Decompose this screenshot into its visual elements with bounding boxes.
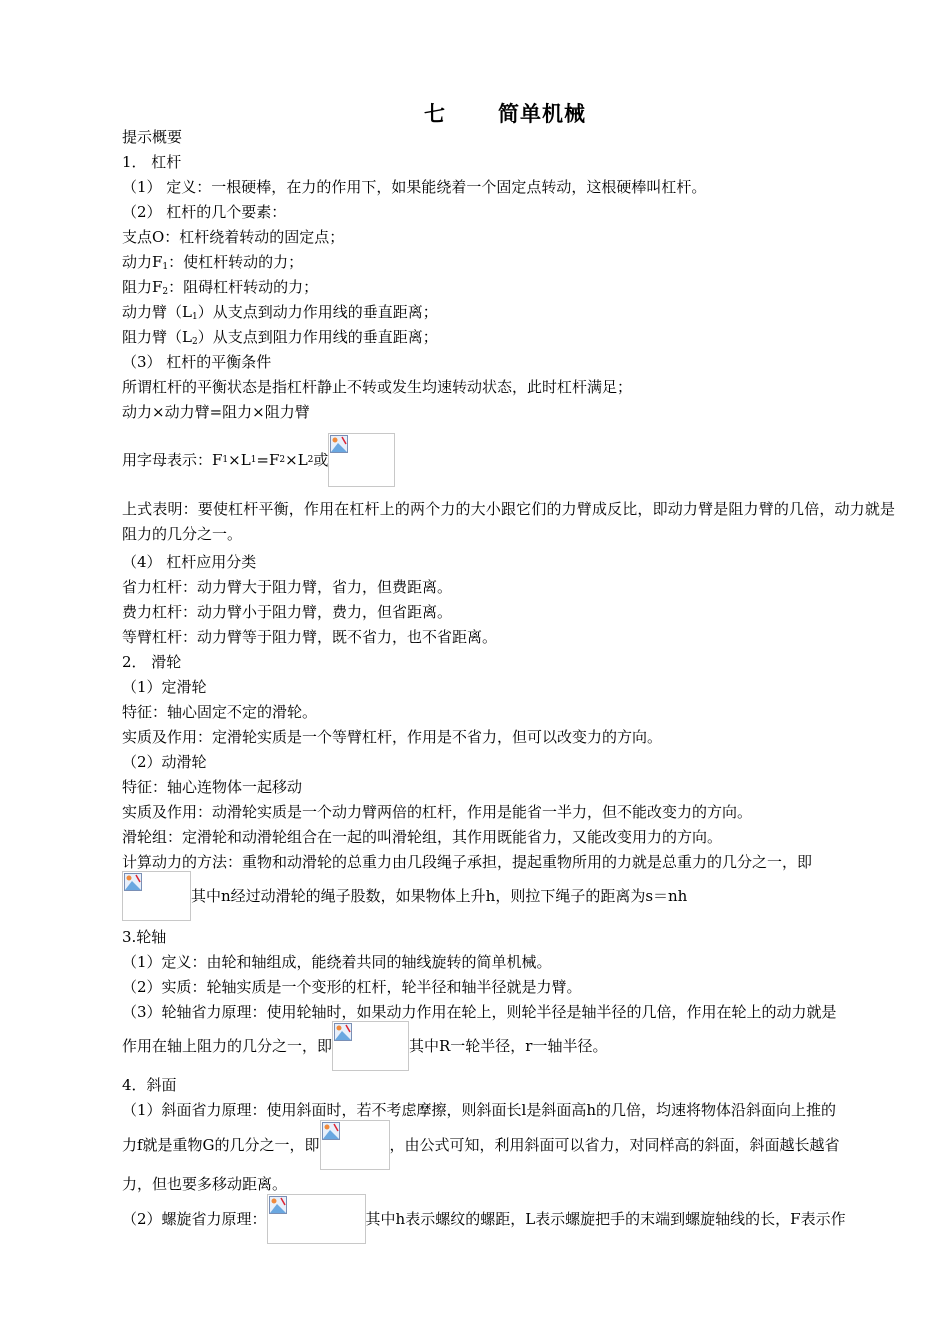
wheel-axle-formula-line: 作用在轴上阻力的几分之一，即 其中R一轮半径，r一轴半径。 [122, 1021, 895, 1071]
pulley-block-text: 滑轮组：定滑轮和动滑轮组合在一起的叫滑轮组，其作用既能省力，又能改变用力的方向。 [122, 828, 723, 846]
pulley-formula-line: 其中n经过动滑轮的绳子股数，如果物体上升h，则拉下绳子的距离为s＝nh [122, 871, 895, 921]
formula-image-placeholder [122, 871, 191, 921]
lever-elements-heading: （2） 杠杆的几个要素： [122, 203, 287, 221]
balance-equation-text: 动力×动力臂=阻力×阻力臂 [122, 403, 310, 421]
formula-image-placeholder [328, 433, 395, 487]
movable-pulley-essence: 实质及作用：动滑轮实质是一个动力臂两倍的杠杆，作用是能省一半力，但不能改变力的方向。 [122, 803, 753, 821]
summary-heading: 提示概要 [122, 128, 183, 146]
fixed-pulley-essence: 实质及作用：定滑轮实质是一个等臂杠杆，作用是不省力，但可以改变力的方向。 [122, 728, 663, 746]
screw-formula-line: （2）螺旋省力原理： 其中h表示螺纹的螺距，L表示螺旋把手的末端到螺旋轴线的长，F表示作 [122, 1194, 895, 1244]
equal-arm-lever: 等臂杠杆：动力臂等于阻力臂，既不省力，也不省距离。 [122, 628, 498, 646]
wheel-axle-definition: （1）定义：由轮和轴组成，能绕着共同的轴线旋转的简单机械。 [122, 953, 552, 971]
lever-definition: （1） 定义：一根硬棒，在力的作用下，如果能绕着一个固定点转动，这根硬棒叫杠杆。 [122, 178, 707, 196]
balance-state-text: 所谓杠杆的平衡状态是指杠杆静止不转或发生均速转动状态，此时杠杆满足； [122, 378, 633, 396]
resistance-arm-text: 阻力臂$(L_2)$从支点到阻力作用线的垂直距离； [122, 328, 438, 347]
formula-image-placeholder [320, 1120, 390, 1170]
incline-formula-line: 力f就是重物G的几分之一，即 ，由公式可知，利用斜面可以省力，对同样高的斜面，斜面越长越省 [122, 1120, 895, 1170]
formula-image-placeholder [267, 1194, 366, 1244]
formula-image-placeholder [332, 1021, 409, 1071]
fulcrum-text: 支点O：杠杆绕着转动的固定点； [122, 228, 345, 246]
distance-saving-lever: 费力杠杆：动力臂小于阻力臂，费力，但省距离。 [122, 603, 453, 621]
broken-image-icon [124, 873, 142, 891]
section-4-heading: 4．斜面 [122, 1076, 177, 1094]
wheel-axle-essence: （2）实质：轮轴实质是一个变形的杠杆，轮半径和轴半径就是力臂。 [122, 978, 582, 996]
fixed-pulley-feature: 特征：轴心固定不定的滑轮。 [122, 703, 318, 721]
incline-distance-note: 力，但也要多移动距离。 [122, 1175, 288, 1193]
section-3-heading: 3.轮轴 [122, 928, 167, 946]
section-1-heading: 1． 杠杆 [122, 153, 182, 171]
movable-pulley-heading: （2）动滑轮 [122, 753, 207, 771]
chapter-title: 简单机械 [498, 102, 586, 126]
incline-principle: （1）斜面省力原理：使用斜面时，若不考虑摩擦，则斜面长l是斜面高h的几倍，均速将物体沿斜面向上推的 [122, 1101, 837, 1119]
balance-explanation: 上式表明：要使杠杆平衡，作用在杠杆上的两个力的大小跟它们的力臂成反比，即动力臂是阻力臂的几倍，动力就是阻力的几分之一。 [122, 500, 895, 543]
broken-image-icon [334, 1023, 352, 1041]
page-title [0, 98, 950, 128]
wheel-axle-principle: （3）轮轴省力原理：使用轮轴时，如果动力作用在轮上，则轮半径是轴半径的几倍，作用在轮上的动力就是 [122, 1003, 837, 1021]
broken-image-icon [330, 435, 348, 453]
balance-formula-line: 用字母表示：F 1 ×L 1 =F 2 ×L 2 或 [122, 433, 895, 487]
force-saving-lever: 省力杠杆：动力臂大于阻力臂，省力，但费距离。 [122, 578, 453, 596]
chapter-number: 七 [424, 102, 446, 126]
force-calc-method: 计算动力的方法：重物和动滑轮的总重力由几段绳子承担，提起重物所用的力就是总重力的几分之一，即 [122, 853, 813, 871]
lever-types-heading: （4） 杠杆应用分类 [122, 553, 257, 571]
broken-image-icon [322, 1122, 340, 1140]
effort-force-text: 动力$F_1$：使杠杆转动的力； [122, 253, 304, 272]
balance-heading: （3） 杠杆的平衡条件 [122, 353, 272, 371]
fixed-pulley-heading: （1）定滑轮 [122, 678, 207, 696]
resistance-force-text: 阻力$F_2$：阻碍杠杆转动的力； [122, 278, 319, 297]
section-2-heading: 2． 滑轮 [122, 653, 182, 671]
broken-image-icon [269, 1196, 287, 1214]
effort-arm-text: 动力臂$(L_1)$从支点到动力作用线的垂直距离； [122, 303, 438, 322]
movable-pulley-feature: 特征：轴心连物体一起移动 [122, 778, 303, 796]
